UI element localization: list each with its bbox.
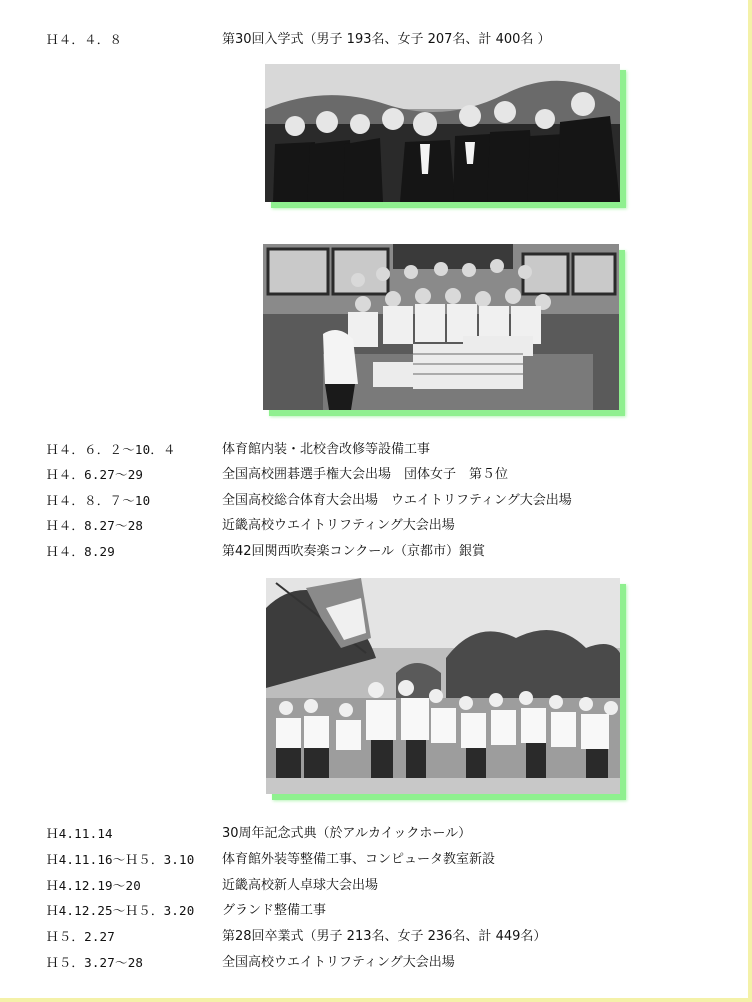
entry-event: 第42回関西吹奏楽コンクール（京都市）銀賞: [222, 544, 486, 559]
entry-date: Ｈ4.12.19～20: [46, 878, 141, 893]
entry-date: Ｈ４．４．８: [46, 32, 123, 47]
entry-event: グランド整備工事: [222, 903, 327, 918]
entry-date: Ｈ４．8.29: [46, 544, 116, 559]
entry-event: 体育館外装等整備工事、コンピュータ教室新設: [222, 852, 496, 867]
entry-event: 近畿高校ウエイトリフティング大会出場: [222, 518, 455, 533]
entry-date: Ｈ4.12.25～Ｈ５．3.20: [46, 903, 195, 918]
entry-event: 30周年記念式典（於アルカイックホール）: [222, 826, 472, 841]
photo-entrance-ceremony: [265, 64, 620, 202]
entry-date: Ｈ4.11.14: [46, 826, 113, 841]
entry-event: 全国高校囲碁選手権大会出場 団体女子 第５位: [222, 467, 509, 482]
entry-event: 全国高校ウエイトリフティング大会出場: [222, 955, 455, 970]
entry-event: 全国高校総合体育大会出場 ウエイトリフティング大会出場: [222, 493, 572, 508]
entry-date: Ｈ４．８．７～10: [46, 493, 151, 508]
entry-event: 第30回入学式（男子 193名、女子 207名、計 400名 ）: [222, 32, 551, 47]
entry-date: Ｈ５．2.27: [46, 929, 116, 944]
entry-date: Ｈ4.11.16～Ｈ５．3.10: [46, 852, 195, 867]
entry-date: Ｈ５．3.27～28: [46, 955, 144, 970]
photo-school-model: [263, 244, 619, 410]
photo-sports-day: [266, 578, 620, 794]
entry-event: 近畿高校新人卓球大会出場: [222, 878, 379, 893]
entry-event: 第28回卒業式（男子 213名、女子 236名、計 449名）: [222, 929, 547, 944]
entry-date: Ｈ４．6.27～29: [46, 467, 144, 482]
entry-date: Ｈ４．8.27～28: [46, 518, 144, 533]
entry-event: 体育館内装・北校舎改修等設備工事: [222, 442, 431, 457]
entry-date: Ｈ４．６．２～10．４: [46, 442, 176, 457]
